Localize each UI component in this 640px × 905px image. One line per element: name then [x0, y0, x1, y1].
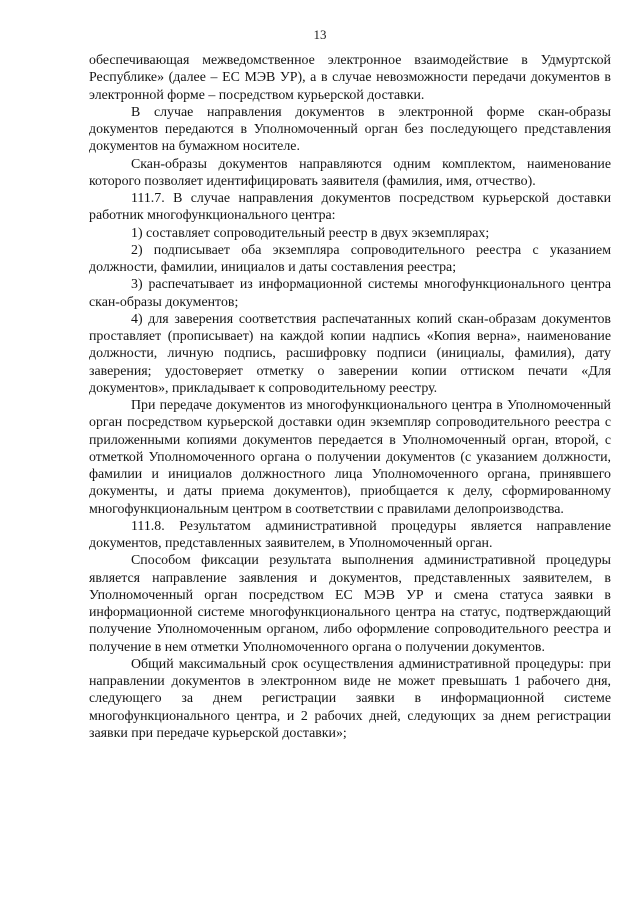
paragraph-10: 111.8. Результатом административной процедуры является направление документов, представленных заявителем, в Уполномоченный орган.	[89, 518, 611, 551]
paragraph-11: Способом фиксации результата выполнения административной процедуры является направление заявления и документов, представленных заявителем, в Уполномоченный орган посредством ЕС МЭВ УР и смена статуса заявки в информационной системе многофункционального центра на статус, подтверждающий получение Уполномоченным органом, либо оформление сопроводительного реестра и получение в нем отметки Уполномоченного органа о получении документов.	[89, 553, 611, 655]
paragraph-7: 3) распечатывает из информационной системы многофункционального центра скан-образы документов;	[89, 277, 611, 310]
paragraph-12: Общий максимальный срок осуществления административной процедуры: при направлении документов в электронном виде не может превышать 1 рабочего дня, следующего за днем регистрации заявки в информационной системе многофункционального центра, и 2 рабочих дней, следующих за днем регистрации заявки при передаче курьерской доставки»;	[89, 656, 611, 741]
paragraph-5: 1) составляет сопроводительный реестр в двух экземплярах;	[131, 225, 490, 241]
paragraph-4: 111.7. В случае направления документов посредством курьерской доставки работник многофункционального центра:	[89, 191, 611, 224]
paragraph-1: обеспечивающая межведомственное электронное взаимодействие в Удмуртской Республике» (далее – ЕС МЭВ УР), а в случае невозможности передачи документов в электронной форме – посредством курьерской доставки.	[89, 53, 611, 103]
document-body	[89, 52, 611, 742]
paragraph-2: В случае направления документов в электронной форме скан-образы документов передаются в Уполномоченный орган без последующего представления документов на бумажном носителе.	[89, 104, 611, 155]
paragraph-6: 2) подписывает оба экземпляра сопроводительного реестра с указанием должности, фамилии, инициалов и даты составления реестра;	[89, 242, 611, 275]
paragraph-8: 4) для заверения соответствия распечатанных копий скан-образам документов проставляет (прописывает) на каждой копии надпись «Копия верна», наименование должности, личную подпись, расшифровку подписи (инициалы, фамилия), дату заверения; удостоверяет отметку о заверении копии оттиском печати «Для документов», прикладывает к сопроводительному реестру.	[89, 311, 611, 396]
paragraph-9: При передаче документов из многофункционального центра в Уполномоченный орган посредством курьерской доставки один экземпляр сопроводительного реестра с приложенными копиями документов передается в Уполномоченный орган, второй, с отметкой Уполномоченного органа о получении документов (с указанием должности, фамилии и инициалов должностного лица Уполномоченного органа, принявшего документы, и даты приема документов), приобщается к делу, сформированному многофункциональным центром в соответствии с правилами делопроизводства.	[89, 398, 611, 517]
page-number: 13	[313, 27, 327, 42]
paragraph-3: Скан-образы документов направляются одним комплектом, наименование которого позволяет идентифицировать заявителя (фамилия, имя, отчество).	[89, 156, 611, 189]
